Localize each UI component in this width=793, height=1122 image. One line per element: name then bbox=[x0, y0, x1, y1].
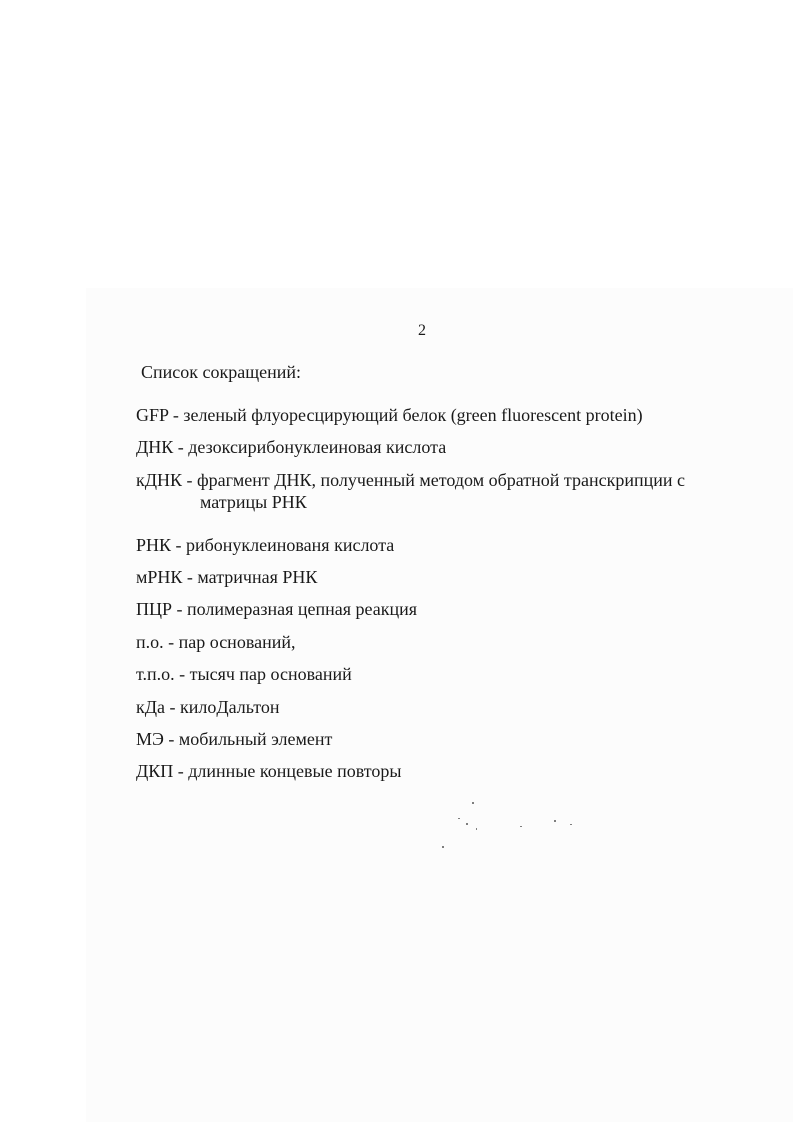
abbreviations-heading: Список сокращений: bbox=[141, 362, 301, 382]
abbreviation-text: GFP - зеленый флуоресцирующий белок (green fluorescent protein) bbox=[136, 405, 643, 425]
abbreviations-list bbox=[136, 404, 736, 793]
abbreviation-text: ДНК - дезоксирибонуклеиновая кислота bbox=[136, 437, 447, 458]
abbreviation-text: кДа - килоДальтон bbox=[136, 696, 280, 717]
abbreviation-item-me bbox=[136, 728, 736, 760]
abbreviation-text: МЭ - мобильный элемент bbox=[136, 728, 333, 749]
abbreviation-text: мРНК - матричная РНК bbox=[136, 566, 318, 587]
scan-speckles bbox=[436, 790, 586, 860]
abbreviation-item-kda bbox=[136, 696, 736, 728]
abbreviation-item-po bbox=[136, 631, 736, 663]
abbreviation-item-mrnk bbox=[136, 566, 736, 598]
abbreviation-continuation: матрицы РНК bbox=[200, 491, 307, 512]
abbreviation-item-rnk bbox=[136, 534, 736, 566]
abbreviation-text: кДНК - фрагмент ДНК, полученный методом обратной транскрипции с bbox=[136, 469, 685, 490]
abbreviation-item-dkp bbox=[136, 760, 736, 792]
abbreviation-item-dnk bbox=[136, 436, 736, 468]
abbreviation-item-tpo bbox=[136, 663, 736, 695]
page-number: 2 bbox=[418, 322, 426, 339]
abbreviation-text: ДКП - длинные концевые повторы bbox=[136, 761, 402, 782]
abbreviation-item-pcr bbox=[136, 598, 736, 630]
abbreviation-item-kdnk bbox=[136, 469, 736, 534]
abbreviation-item-gfp bbox=[136, 404, 736, 436]
abbreviation-text: РНК - рибонуклеинованя кислота bbox=[136, 534, 395, 555]
abbreviation-text: п.о. - пар оснований, bbox=[136, 631, 296, 652]
abbreviation-text: ПЦР - полимеразная цепная реакция bbox=[136, 599, 418, 620]
abbreviation-text: т.п.о. - тысяч пар оснований bbox=[136, 664, 352, 685]
